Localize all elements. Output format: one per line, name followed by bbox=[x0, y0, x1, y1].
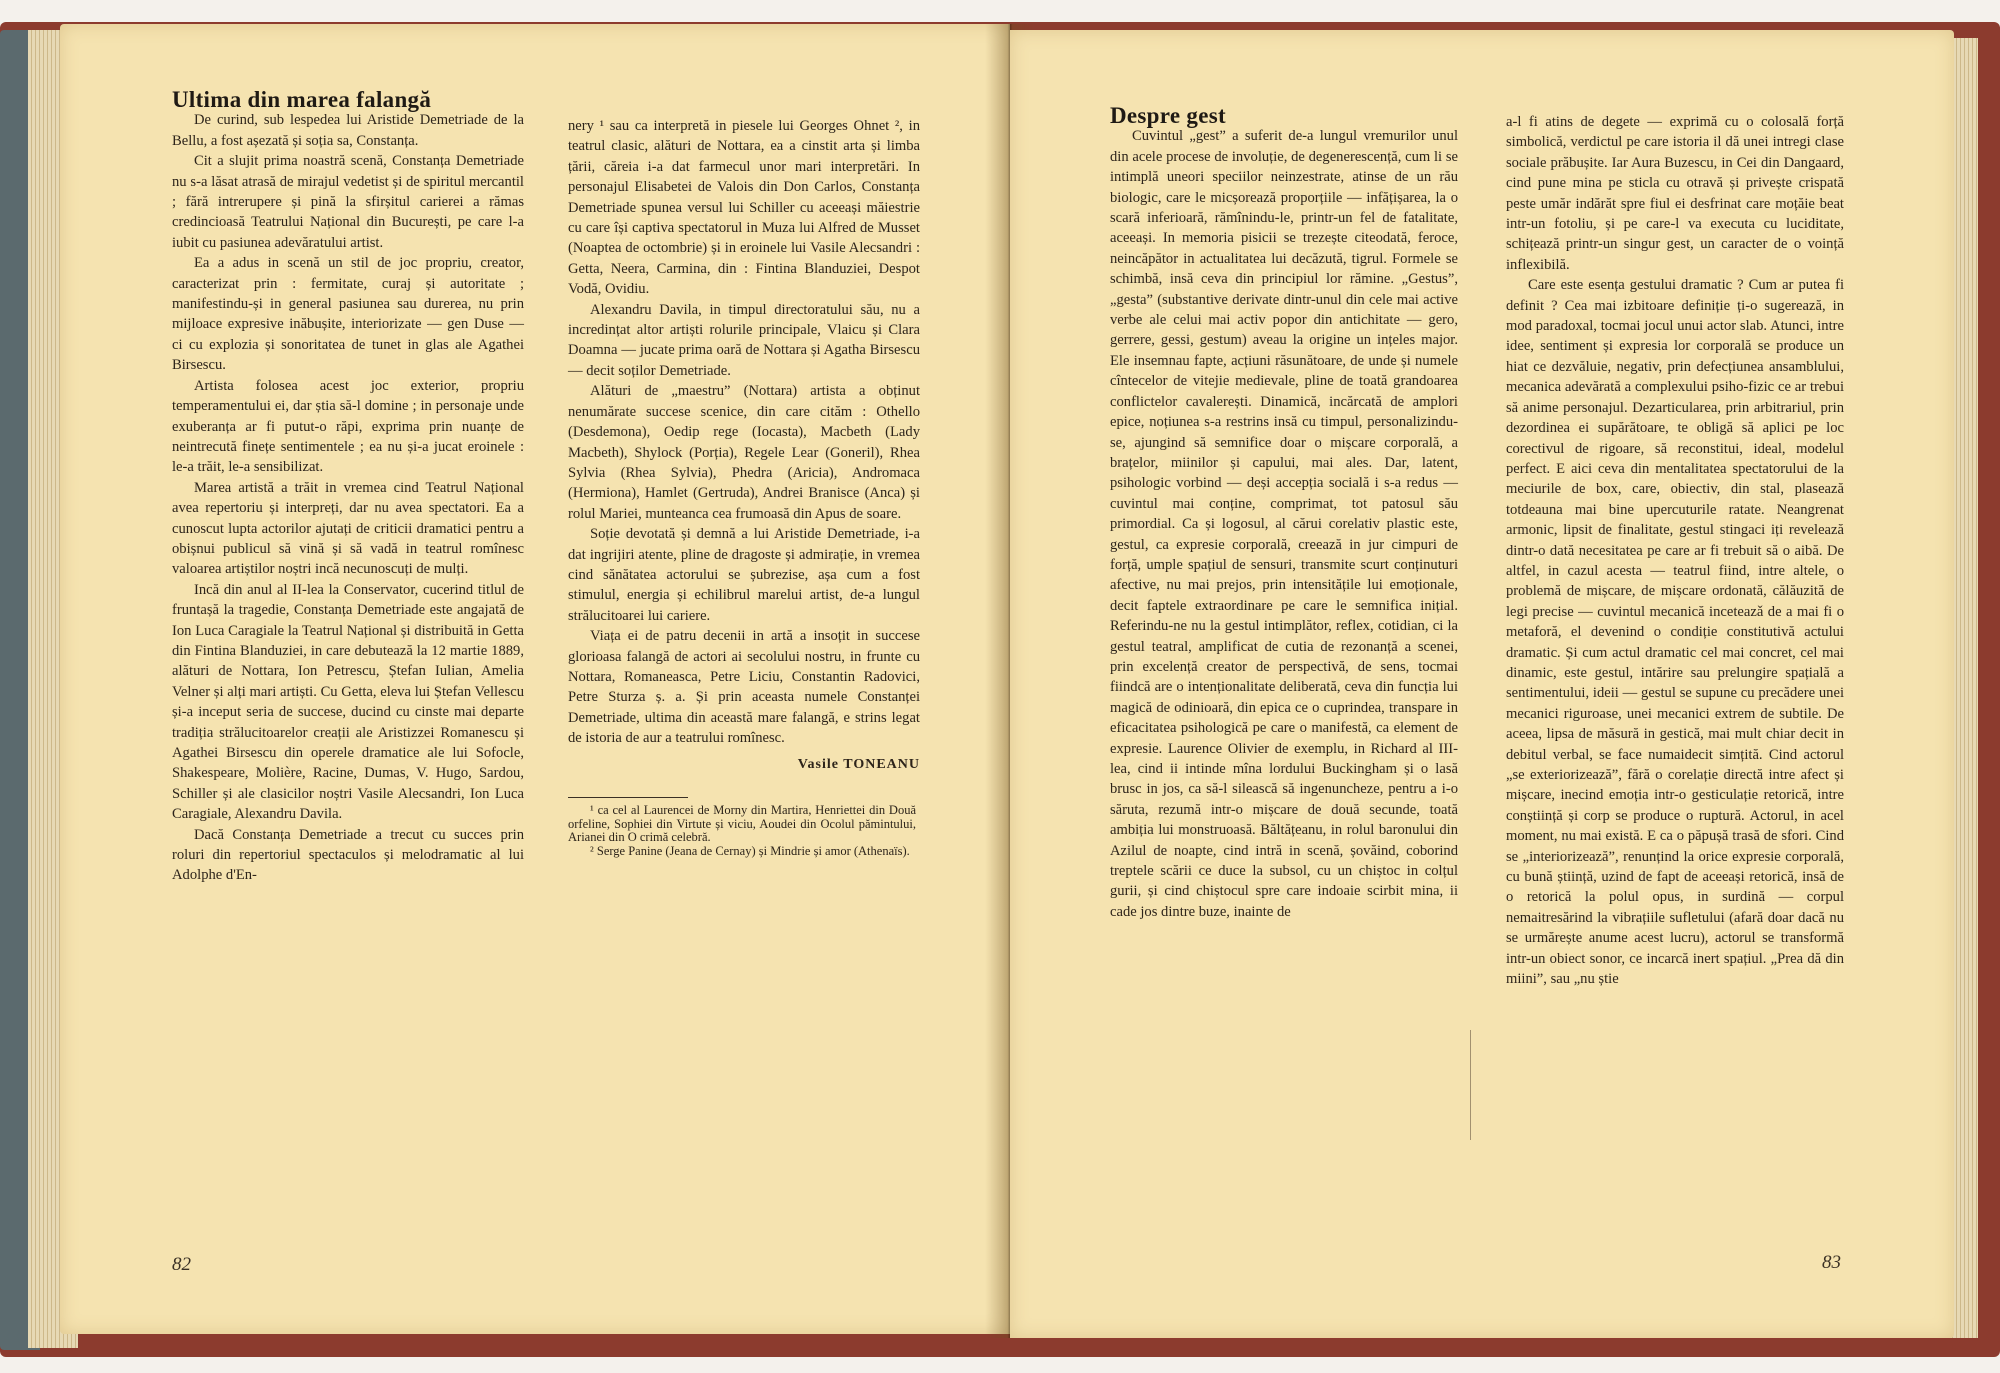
paragraph: Cuvintul „gest” a suferit de-a lungul vremurilor unul din acele procese de involuție, de degenerescență, cum li se intimplă uneori speciilor neinzestrate, atinse de un rău biologic, care le micșorează proporțiile — infățișarea, la o scară inferioară, rămînindu-le, printr-un fel de fatalitate, aceeași. In memoria pisicii se trezește citeodată, feroce, neincăpător in actualitatea lui decăzută, tigrul. Formele se schimbă, insă ceva din principiul lor rămine. „Gestus”, „gesta” (substantive derivate dintr-unul din cele mai active verbe ale celui mai activ popor din antichitate — gero, gerrere, gessi, gestum) aveau la origine un ințeles major. Ele insemnau fapte, acțiuni răsunătoare, de unde și numele cîntecelor de vitejie medievale, pline de toată grandoarea conflictelor cavalerești. Dinamică, incărcată de amplori epice, noțiunea s-a restrins insă cu timpul, personalizindu-se, ajungind să semnifice doar o mișcare corporală, a brațelor, miinilor și capului, mai ales. Dar, latent, psihologic vorbind — deși accepția socială i s-a redus — cuvintul mai conține, comprimat, tot patosul său primordial. Ca și logosul, al cărui corelativ plastic este, gestul, ca expresie corporală, creează in jur cimpuri de forță, umple spațiul de sensuri, transmite scurt conținuturi afective, nu mai prejos, prin intensitățile lui emoționale, decit faptele extraordinare pe care le semnifica inițial. Referindu-ne nu la gestul intimplător, reflex, cotidian, ci la gestul teatral, amplificat de cutia de rezonanță a scenei, prin excelență creator de perspectivă, de sens, tocmai fiindcă are o intenționalitate deliberată, ceva din funcția lui magică de odinioară, din epica ce o cuprindea, transpare in eficacitatea psihologică pe care o manifestă, ca element de expresie. Laurence Olivier de exemplu, in Richard al III-lea, cind ii intinde mîna lordului Buckingham și o lasă brusc in jos, ca să-l silească să ingenuncheze, pentru a i-o săruta, rezumă intr-o mișcare de două secunde, toată ambiția lui monstruoasă. Băltățeanu, in rolul baronului din Azilul de noapte, cind intră in scenă, șovăind, coborind treptele scării ce duce la subsol, cu un chiștoc in colțul gurii, și cind chiștocul spre care indoaie scirbit mina, ii cade jos dintre buze, inainte de bbox=[1110, 128, 1458, 920]
paragraph: Ea a adus in scenă un stil de joc propriu, creator, caracterizat prin : fermitate, curaj și autoritate ; manifestindu-și in general pasiunea sau durerea, nu prin mijloace expresive inăbușite, interiorizate — gen Duse — ci cu explozia și sonoritatea de tunet in glas ale Agathei Birsescu. bbox=[172, 255, 524, 374]
paragraph: Alături de „maestru” (Nottara) artista a obținut nenumărate succese scenice, din care cităm : Othello (Desdemona), Oedip rege (Iocasta), Macbeth (Lady Macbeth), Shylock (Porția), Regele Lear (Goneril), Rhea Sylvia (Rhea Sylvia), Phedra (Aricia), Andromaca (Hermiona), Hamlet (Gertruda), Andrei Branisce (Anca) și rolul Mariei, munteanca cea frumoasă din Apus de soare. bbox=[568, 383, 920, 522]
paragraph: Incă din anul al II-lea la Conservator, cucerind titlul de fruntașă la tragedie, Constanța Demetriade este angajată de Ion Luca Caragiale la Teatrul Național și distribuită in Getta din Fintina Blanduziei, in care debutează la 12 martie 1889, alături de Nottara, Ion Petrescu, Ștefan Iulian, Amelia Velner și alți mari artiști. Cu Getta, eleva lui Ștefan Vellescu și-a inceput seria de succese, ducind cu cinste mai departe tradiția strălucitoarelor creații ale Aristizzei Romanescu și Agathei Birsescu din operele dramatice ale lui Sofocle, Shakespeare, Molière, Racine, Dumas, V. Hugo, Sardou, Schiller și ale clasicilor noștri Vasile Alecsandri, Ion Luca Caragiale, Alexandru Davila. bbox=[172, 581, 524, 823]
page-number: 82 bbox=[172, 1254, 191, 1275]
margin-pencil-mark bbox=[1470, 1030, 1471, 1140]
paragraph: De curind, sub lespedea lui Aristide Demetriade de la Bellu, a fost așezată și soția sa, Constanța. bbox=[172, 112, 524, 149]
right-page-column-1 bbox=[1110, 103, 1458, 922]
page-number: 83 bbox=[1822, 1252, 1841, 1273]
right-page bbox=[1010, 30, 1954, 1338]
left-page-column-2 bbox=[568, 116, 920, 858]
paragraph: Marea artistă a trăit in vremea cind Teatrul Național avea repertoriu și interpreți, dar nu avea spectatori. Ea a cunoscut lupta actorilor ajutați de criticii dramatici pentru a obișnui publicul să vină și să vadă in teatrul romînesc valoarea artiștilor noștri incă necunoscuți de mulți. bbox=[172, 479, 524, 578]
paragraph: Artista folosea acest joc exterior, propriu temperamentului ei, dar știa să-l domine ; in personaje unde exuberanța ar fi putut-o răpi, exprima prin nuanțe de neintrecută finețe sentimentele ; ea nu și-a jucat eroinele : le-a trăit, le-a sensibilizat. bbox=[172, 377, 524, 476]
paragraph: Viața ei de patru decenii in artă a insoțit in succese glorioasa falangă de actori ai secolului nostru, in frunte cu Nottara, Romaneasca, Petre Liciu, Constantin Radovici, Petre Sturza ș. a. Și prin aceasta numele Constanței Demetriade, ultima din această mare falangă, e strins legat de istoria de aur a teatrului romînesc. bbox=[568, 628, 920, 747]
article-title-despre-gest: Despre gest bbox=[1110, 103, 1226, 128]
left-page-column-1 bbox=[172, 87, 524, 886]
paragraph: Alexandru Davila, in timpul directoratului său, nu a incredințat altor artiști rolurile principale, Vlaicu și Clara Doamna — jucate prima oară de Nottara și Agatha Birsescu — decit soților Demetriade. bbox=[568, 301, 920, 379]
paragraph: Cit a slujit prima noastră scenă, Constanța Demetriade nu s-a lăsat atrasă de mirajul vedetist și de spiritul mercantil ; fără intrerupere și pină la sfirșitul carierei a rămas credincioasă Teatrului Național din București, pe care l-a iubit cu pasiunea adevăratului artist. bbox=[172, 153, 524, 251]
paragraph: a-l fi atins de degete — exprimă cu o colosală forță simbolică, verdictul pe care istoria il dă unei intregi clase sociale prăbușite. Iar Aura Buzescu, in Cei din Dangaard, cind pune mina pe sticla cu otravă și privește crispată peste umăr indărăt spre fiul ei desfrinat care moțăie beat intr-un fotoliu, și pe care-l va executa cu luciditate, schițează printr-un singur gest, un caracter de o voință inflexibilă. bbox=[1506, 114, 1844, 273]
left-page bbox=[60, 24, 1010, 1334]
article-title-ultima-din-marea-falanga: Ultima din marea falangă bbox=[172, 87, 432, 112]
paragraph: nery ¹ sau ca interpretă in piesele lui Georges Ohnet ², in teatrul clasic, alături de Nottara, ea a cinstit arta și limba țării, căreia i-a dat farmecul unor mari interpretări. In personajul Elisabetei de Valois din Don Carlos, Constanța Demetriade spunea versul lui Schiller cu aceeași măiestrie cu care își captiva spectatorul in Muza lui Alfred de Musset (Noaptea de octombrie) și in eroinele lui Vasile Alecsandri : Getta, Neera, Carmina, din : Fintina Blanduziei, Despot Vodă, Ovidiu. bbox=[568, 118, 920, 298]
paragraph: Soție devotată și demnă a lui Aristide Demetriade, i-a dat ingrijiri atente, pline de dragoste și admirație, in vremea cind sănătatea actorului se șubrezise, așa cum a fost stimulul, energia și echilibrul marelui artist, de-a lungul strălucitoarei lui cariere. bbox=[568, 526, 920, 624]
right-page-column-2 bbox=[1506, 112, 1844, 989]
footnote: ¹ ca cel al Laurencei de Morny din Martira, Henriettei din Două orfeline, Sophiei din Virtute și viciu, Aoudei din Ocolul pămintului, Arianei din O crimă celebră. bbox=[568, 803, 916, 844]
author-signature: Vasile TONEANU bbox=[797, 756, 920, 772]
footnote: ² Serge Panine (Jeana de Cernay) și Mindrie și amor (Athenaïs). bbox=[590, 843, 910, 858]
paragraph: Dacă Constanța Demetriade a trecut cu succes prin roluri din repertoriul spectaculos și melodramatic al lui Adolphe d'En- bbox=[172, 826, 524, 884]
paragraph: Care este esența gestului dramatic ? Cum ar putea fi definit ? Cea mai izbitoare definiție ți-o sugerează, in mod paradoxal, tocmai jocul unui actor slab. Atunci, intre idee, sentiment și expresia lor corporală se produce un hiat ce dezvăluie, negativ, prin defecțiunea ansamblului, mecanica adevărată a complexului psiho-fizic ce ar trebui să anime personajul. Dezarticularea, prin arbitrariul, prin dezordinea ei supărătoare, te obligă să aplici pe loc corectivul de rigoare, să reconstitui, ideal, modelul perfect. E aici ceva din mentalitatea spectatorului de la meciurile de box, care, obiectiv, din stal, plasează totdeauna mai bine upercuturile ratate. Neangrenat armonic, lipsit de finalitate, gestul stingaci iți revelează dintr-o dată necesitatea pe care ar fi trebuit să o aibă. De altfel, in cazul acesta — teatrul fiind, intre altele, o problemă de mișcare, de mișcare ordonată, călăuzită de legi precise — cuvintul mecanică inceteazǎ de a mai fi o metaforă, el devenind o condiție constitutivă actului dramatic. Și cum actul dramatic cel mai concret, cel mai dinamic, este gestul, intărire sau prelungire spațială a sentimentului, ideii — gestul se supune cu precădere unei mecanici riguroase, unei mecanici extrem de subtile. De aceea, lipsa de măsură in gestică, mai mult chiar decit in debitul verbal, se face numaidecit simțită. Cind actorul „se exteriorizează”, fără o corelație directă intre afect și mișcare, inecind emoția intr-o gesticulație retorică, intre conștiință și corp se produce o ruptură. Actorul, in acel moment, nu mai există. E ca o păpușă trasă de sfori. Cind se „interiorizează”, renunțind la orice expresie corporală, cu bună știință, uzind de fapt de aceeași retorică, insă de o retorică la polul opus, in surdină — corpul nemaitresărind la vibrațiile sufletului (afară doar dacă nu se urmărește anume acest lucru), actorul se transformă intr-un obiect sonor, ce incarcă inert spațiul. „Prea dă din miini”, sau „nu știe bbox=[1506, 277, 1844, 988]
